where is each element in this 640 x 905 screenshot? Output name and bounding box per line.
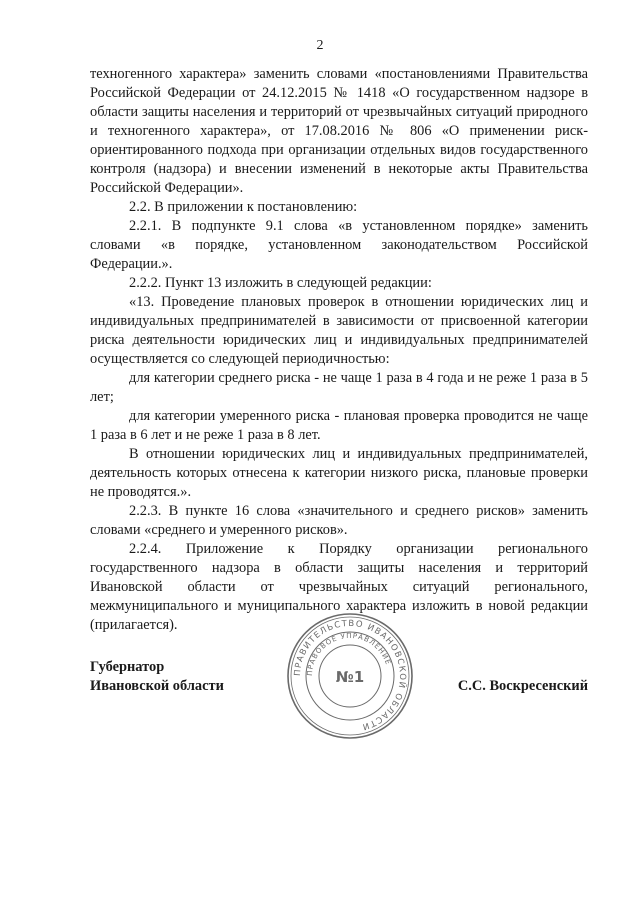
signatory-title-line1: Губернатор: [90, 659, 165, 675]
seal-number: №1: [335, 668, 365, 686]
paragraph: для категории умеренного риска - плановая проверка проводится не чаще 1 раза в 6 лет и не реже 1 раза в 8 лет.: [90, 408, 588, 443]
seal-outer-text: ПРАВИТЕЛЬСТВО ИВАНОВСКОЙ ОБЛАСТИ: [292, 618, 408, 732]
document-body: [90, 65, 588, 635]
official-seal: [284, 610, 416, 742]
paragraph: 2.2.4. Приложение к Порядку организации регионального государственного надзора в области защиты населения и территорий Ивановской области от чрезвычайных ситуаций регионального, межмуниципального и муниципального характера изложить в новой редакции (прилагается).: [90, 541, 588, 633]
paragraph: 2.2. В приложении к постановлению:: [129, 199, 358, 215]
seal-graphic: [284, 610, 416, 742]
seal-inner-text: ПРАВОВОЕ УПРАВЛЕНИЕ: [305, 631, 393, 677]
paragraph: «13. Проведение плановых проверок в отношении юридических лиц и индивидуальных предпринимателей в зависимости от присвоенной категории риска деятельности юридических лиц и индивидуальных предпринимателей осуществляется со следующей периодичностью:: [90, 294, 588, 367]
signatory-name: С.С. Воскресенский: [457, 678, 588, 694]
page-number: 2: [316, 38, 324, 53]
paragraph: 2.2.2. Пункт 13 изложить в следующей редакции:: [129, 275, 432, 291]
signatory-title: [90, 658, 224, 696]
paragraph: 2.2.1. В подпункте 9.1 слова «в установленном порядке» заменить словами «в порядке, установленном законодательством Российской Федерации.».: [90, 218, 588, 272]
paragraph: 2.2.3. В пункте 16 слова «значительного и среднего рисков» заменить словами «среднего и умеренного рисков».: [90, 503, 588, 538]
signatory-title-line2: Ивановской области: [90, 678, 224, 694]
paragraph: В отношении юридических лиц и индивидуальных предпринимателей, деятельность которых отнесена к категории низкого риска, плановые проверки не проводятся.».: [90, 446, 588, 500]
paragraph: для категории среднего риска - не чаще 1 раза в 4 года и не реже 1 раза в 5 лет;: [90, 370, 588, 405]
paragraph: техногенного характера» заменить словами «постановлениями Правительства Российской Федерации от 24.12.2015 № 1418 «О государственном надзоре в области защиты населения и территорий от чрезвычайных ситуаций природного и техногенного характера», от 17.08.2016 № 806 «О применении риск-ориентированного подхода при организации отдельных видов государственного контроля (надзора) и внесении изменений в некоторые акты Правительства Российской Федерации».: [90, 66, 588, 196]
